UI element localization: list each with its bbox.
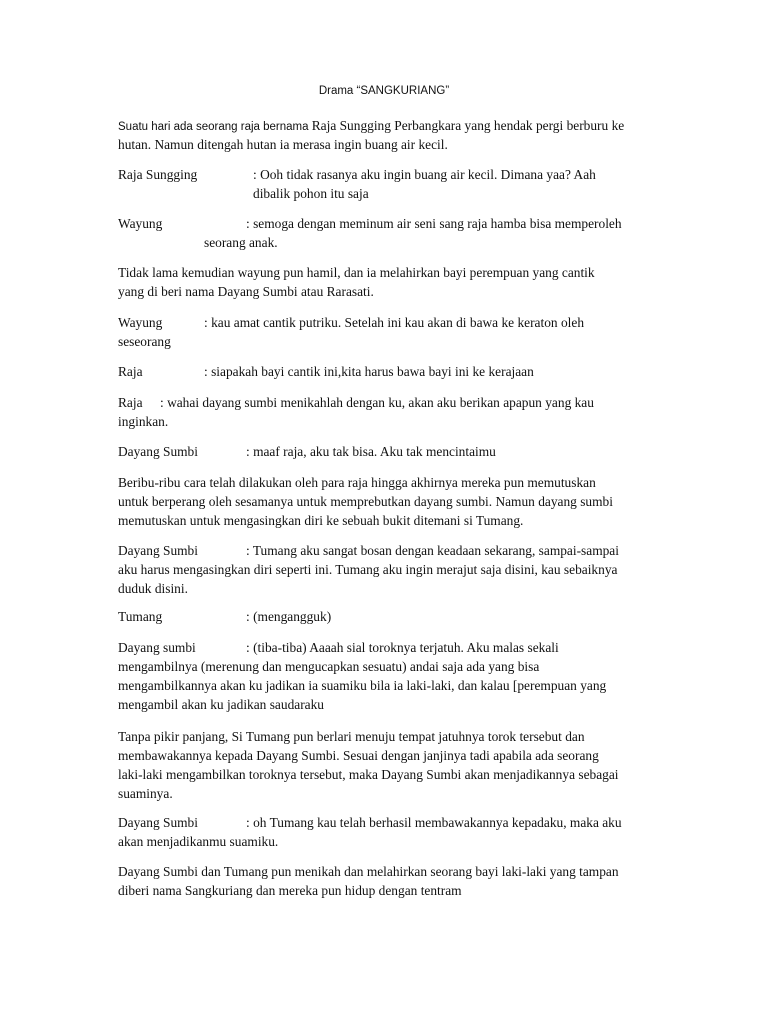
utterance-line-2: dibalik pohon itu saja [253,186,369,201]
utterance-line-1: : (mengangguk) [246,609,332,624]
utterance-line-2: inginkan. [118,414,169,429]
speaker-name: Raja Sungging [118,167,198,182]
utterance-line-3: mengambilkannya akan ku jadikan ia suamiku bila ia laki-laki, dan kalau [perempuan yang [118,678,607,693]
utterance-line-1: : siapakah bayi cantik ini,kita harus bawa bayi ini ke kerajaan [204,364,534,379]
utterance-line-1: : Ooh tidak rasanya aku ingin buang air kecil. Dimana yaa? Aah [253,167,596,182]
intro-sans-text: Suatu hari ada seorang raja bernama [118,121,312,133]
utterance-line-1: : (tiba-tiba) Aaaah sial toroknya terjatuh. Aku malas sekali [246,640,559,655]
paragraph-4-line-4: suaminya. [118,786,173,801]
speaker-name: Dayang sumbi [118,640,196,655]
paragraph-4-line-1: Tanpa pikir panjang, Si Tumang pun berlari menuju tempat jatuhnya torok tersebut dan [118,729,585,744]
intro-serif-text: Raja Sungging Perbangkara yang hendak pergi berburu ke [311,118,625,133]
speaker-name: Tumang [118,609,163,624]
paragraph-3-line-3: memutuskan untuk mengasingkan diri ke sebuah bukit ditemani si Tumang. [118,513,524,528]
paragraph-2-line-1: Tidak lama kemudian wayung pun hamil, dan ia melahirkan bayi perempuan yang cantik [118,265,595,280]
speaker-name: Dayang Sumbi [118,444,198,459]
speaker-name: Raja [118,395,143,410]
paragraph-3-line-2: untuk berperang oleh sesamanya untuk memprebutkan dayang sumbi. Namun dayang sumbi [118,494,613,509]
utterance-line-3: duduk disini. [118,581,188,596]
document-title: Drama “SANGKURIANG” [318,85,450,97]
utterance-line-4: mengambil akan ku jadikan saudaraku [118,697,324,712]
speaker-name: Dayang Sumbi [118,543,198,558]
utterance-line-2: mengambilnya (merenung dan mengucapkan sesuatu) andai saja ada yang bisa [118,659,540,674]
paragraph-5-line-2: diberi nama Sangkuriang dan mereka pun hidup dengan tentram [118,883,462,898]
paragraph-3-line-1: Beribu-ribu cara telah dilakukan oleh para raja hingga akhirnya mereka pun memutuskan [118,475,596,490]
paragraph-2-line-2: yang di beri nama Dayang Sumbi atau Rarasati. [118,284,374,299]
utterance-line-1: : semoga dengan meminum air seni sang raja hamba bisa memperoleh [246,216,622,231]
utterance-line-1: : oh Tumang kau telah berhasil membawakannya kepadaku, maka aku [246,815,622,830]
utterance-line-2: akan menjadikanmu suamiku. [118,834,279,849]
paragraph-4-line-2: membawakannya kepada Dayang Sumbi. Sesuai dengan janjinya tadi apabila ada seorang [118,748,599,763]
paragraph-4-line-3: laki-laki mengambilkan toroknya tersebut, maka Dayang Sumbi akan menjadikannya sebagai [118,767,619,782]
paragraph-5-line-1: Dayang Sumbi dan Tumang pun menikah dan melahirkan seorang bayi laki-laki yang tampan [118,864,619,879]
intro-line-1 [118,116,624,137]
utterance-line-2: seorang anak. [204,235,278,250]
speaker-name: Wayung [118,216,163,231]
speaker-name: Raja [118,364,143,379]
utterance-line-1: : wahai dayang sumbi menikahlah dengan ku, akan aku berikan apapun yang kau [160,395,594,410]
utterance-line-1: : kau amat cantik putriku. Setelah ini kau akan di bawa ke keraton oleh [204,315,585,330]
utterance-line-1: : Tumang aku sangat bosan dengan keadaan sekarang, sampai-sampai [246,543,619,558]
intro-line-2: hutan. Namun ditengah hutan ia merasa ingin buang air kecil. [118,137,448,152]
utterance-line-1: : maaf raja, aku tak bisa. Aku tak mencintaimu [246,444,496,459]
utterance-line-2: aku harus mengasingkan diri seperti ini. Tumang aku ingin merajut saja disini, kau sebaiknya [118,562,618,577]
speaker-name: Dayang Sumbi [118,815,198,830]
utterance-line-2: seseorang [118,334,171,349]
speaker-name: Wayung [118,315,163,330]
